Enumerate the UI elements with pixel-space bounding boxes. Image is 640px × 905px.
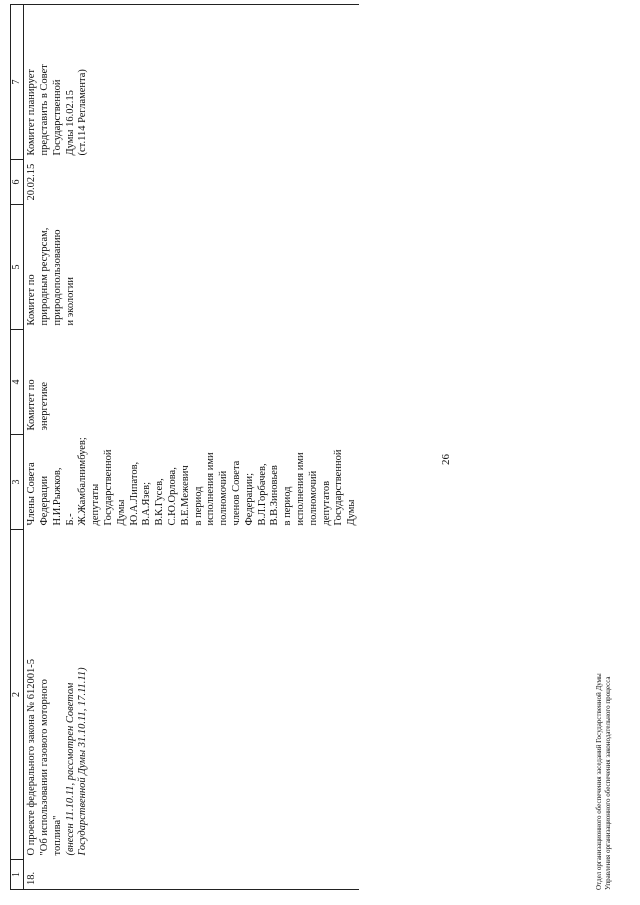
bill-title-line: О проекте федерального закона № 612001-5 [26, 658, 38, 856]
committee-cell [24, 330, 359, 435]
author-line: Б.-Ж.Жамбалнимбуев; [64, 437, 89, 526]
author-line: Государственной [333, 449, 345, 526]
plan-line: Комитет планирует [26, 69, 38, 156]
author-line: членов Совета [230, 460, 242, 526]
author-line: полномочий [218, 470, 230, 526]
co-committee-line: природным ресурсам, [38, 227, 50, 326]
author-line: Думы [115, 499, 127, 526]
footer-line: Отдел организационного обеспечения заседаний Государственной Думы [595, 673, 603, 890]
plan-cell [24, 5, 359, 160]
bill-note-line: (внесен 11.10.11, рассмотрен Советом [64, 682, 76, 856]
col-header-3: 3 [11, 435, 24, 530]
author-line: В.А.Язев; [141, 481, 153, 526]
co-committee-line: природопользованию [51, 229, 63, 326]
author-line: депутаты [90, 483, 102, 526]
col-header-7: 7 [11, 5, 24, 160]
date-cell: 20.02.15 [26, 163, 38, 201]
co-committee-cell [24, 205, 359, 330]
co-committee-line: и экологии [64, 277, 76, 326]
author-line: Государственной [102, 449, 114, 526]
author-line: исполнения ими [205, 452, 217, 526]
footer-line: Управления организационного обеспечения законодательного процесса [603, 676, 612, 890]
committee-line: Комитет по [26, 379, 38, 431]
col-header-5: 5 [11, 205, 24, 330]
footer [595, 673, 613, 890]
author-line: В.Е.Межевич [179, 465, 191, 526]
bill-title-line: "Об использовании газового моторного [38, 679, 50, 856]
author-line: Члены Совета [26, 462, 38, 526]
author-line: В.К.Гусев, [154, 478, 166, 526]
author-line: В.В.Зиновьев [269, 465, 281, 526]
author-line: Думы [346, 499, 358, 526]
author-line: Ю.А.Липатов, [128, 461, 140, 526]
author-line: депутатов [320, 480, 332, 526]
plan-line: (ст.114 Регламента) [77, 69, 89, 156]
bill-title-cell [24, 530, 359, 860]
table-row [24, 5, 359, 890]
author-line: Федерации; [243, 472, 255, 526]
plan-line: представить в Совет [38, 64, 50, 156]
plan-line: Думы 16.02.15 [64, 90, 76, 156]
co-committee-line: Комитет по [26, 274, 38, 326]
author-line: полномочий [307, 470, 319, 526]
bill-note-line: Государственной Думы 31.10.11, 17.11.11) [77, 667, 89, 856]
col-header-2: 2 [11, 530, 24, 860]
author-line: исполнения ими [294, 452, 306, 526]
plan-line: Государственной [51, 79, 63, 156]
col-header-1: 1 [11, 860, 24, 890]
col-header-4: 4 [11, 330, 24, 435]
author-line: в период [282, 486, 294, 526]
authors-cell [24, 435, 359, 530]
author-line: в период [192, 486, 204, 526]
column-number-row [11, 5, 24, 890]
author-line: С.Ю.Орлова, [166, 467, 178, 526]
author-line: В.Л.Горбачев, [256, 463, 268, 526]
bills-table [10, 4, 359, 890]
row-number: 18. [24, 860, 359, 890]
col-header-6: 6 [11, 160, 24, 205]
page-number: 26 [440, 454, 452, 465]
bill-title-line: топлива" [51, 815, 63, 856]
committee-line: энергетике [38, 381, 50, 431]
author-line: Федерации [38, 475, 50, 526]
author-line: Н.И.Рыжков, [51, 467, 63, 526]
